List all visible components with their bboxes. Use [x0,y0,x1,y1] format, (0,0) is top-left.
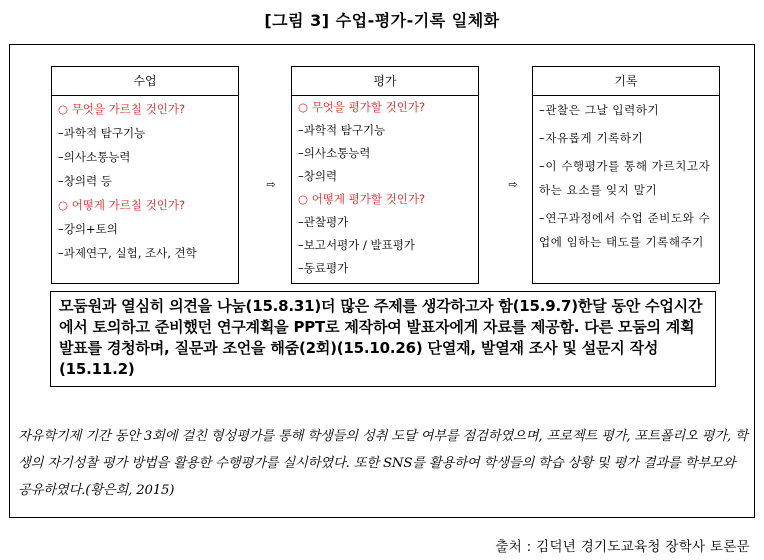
list-item: ○ 어떻게 가르칠 것인가? [58,198,186,212]
list-item: ○ 무엇을 가르칠 것인가? [58,102,186,116]
list-item: –보고서평가 / 발표평가 [298,238,415,252]
column-body [292,96,478,276]
list-item: –의사소통능력 [58,150,131,164]
column-body [533,96,719,254]
list-item: –관찰평가 [298,215,349,229]
list-item: –연구과정에서 수업 준비도와 수업에 임하는 태도를 기록해주기 [539,211,711,249]
column-assessment [291,66,479,284]
column-header: 수업 [52,67,238,96]
list-item: –자유롭게 기록하기 [539,131,644,145]
list-item: –관찰은 그날 입력하기 [539,103,660,117]
list-item: –과학적 탐구기능 [298,123,386,137]
list-item: –과제연구, 실험, 조사, 견학 [58,246,197,260]
list-item: –이 수행평가를 통해 가르치고자 하는 요소를 잊지 말기 [539,159,711,197]
column-header: 평가 [292,67,478,96]
summary-paragraph: 자유학기제 기간 동안 3회에 걸친 형성평가를 통해 학생들의 성취 도달 여부를 점검하였으며, 프로젝트 평가, 포트폴리오 평가, 학생의 자기성찰 평가 방법을 활용한 수행평가를 실시하였다. 또한 SNS를 활용하여 학생들의 학습 상황 및 평가 결과를 학부모와 공유하였다.(황은희, 2015) [18,429,748,498]
column-class [51,66,239,284]
column-body [52,96,238,261]
student-record-example: 모둠원과 열심히 의견을 나눔(15.8.31)더 많은 주제를 생각하고자 함(15.9.7)한달 동안 수업시간에서 토의하고 준비했던 연구계획을 PPT로 제작하여 발표자에게 자료를 제공함. 다른 모둠의 계획 발표를 경청하며, 질문과 조언을 해줌(2회)(15.10.26) 단열재, 발열재 조사 및 설문지 작성(15.11.2) [50,291,716,387]
list-item: –과학적 탐구기능 [58,126,146,140]
arrow-right-icon: ⇨ [266,178,276,191]
figure-title: [그림 3] 수업-평가-기록 일체화 [264,11,500,30]
column-header: 기록 [533,67,719,96]
list-item: ○ 어떻게 평가할 것인가? [298,192,426,206]
source-citation: 출처 : 김덕년 경기도교육청 장학사 토론문 [495,539,750,555]
list-item: –동료평가 [298,261,349,275]
column-record [532,66,720,284]
list-item: –의사소통능력 [298,146,371,160]
list-item: –창의력 [298,169,338,183]
list-item: ○ 무엇을 평가할 것인가? [298,100,426,114]
list-item: –창의력 등 [58,174,112,188]
list-item: –강의+토의 [58,222,118,236]
arrow-right-icon: ⇨ [508,178,518,191]
